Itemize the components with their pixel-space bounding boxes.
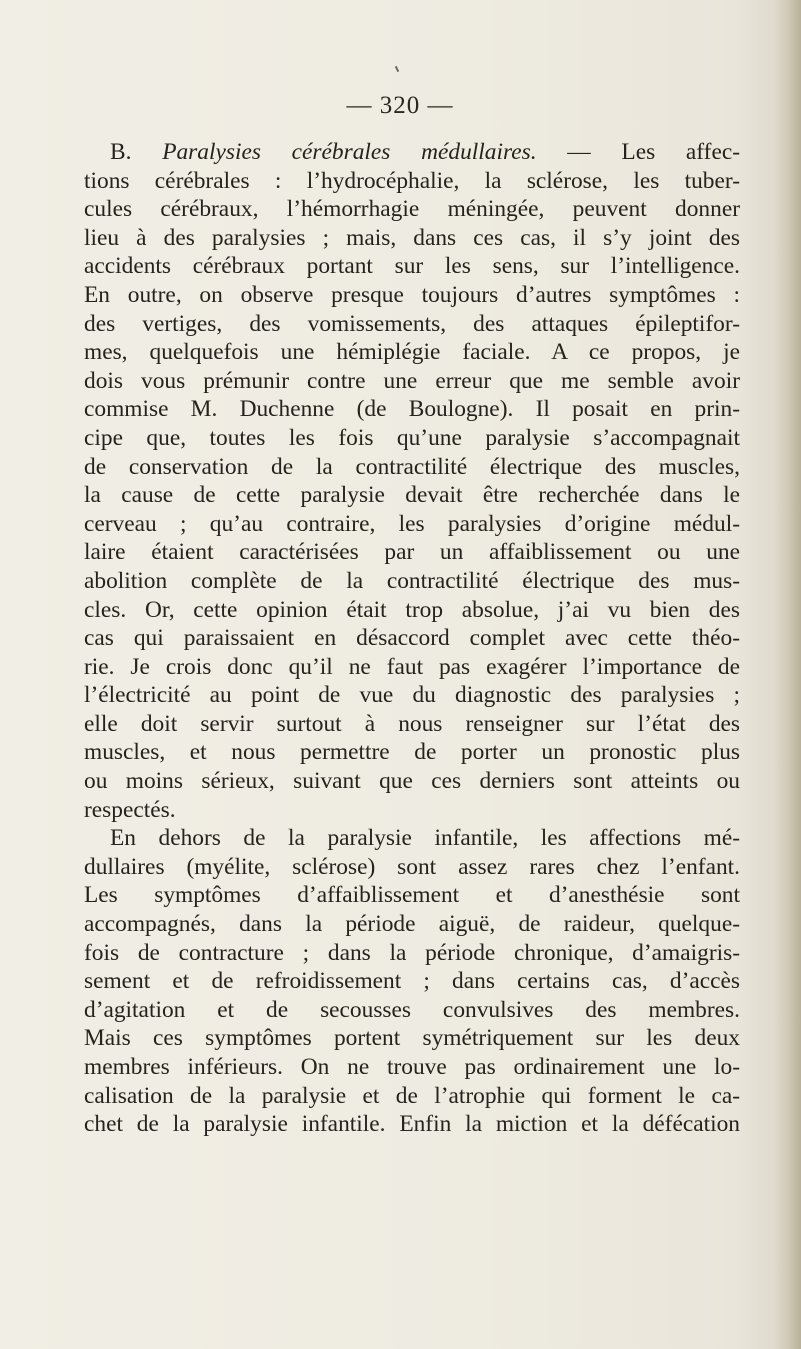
text-line: Mais ces symptômes portent symétriquement sur les deux: [84, 1025, 740, 1052]
text-line: d’agitation et de secousses convulsives des membres.: [84, 996, 740, 1023]
text-line: la cause de cette paralysie devait être recherchée dans le: [84, 482, 740, 509]
text-line: accompagnés, dans la période aiguë, de raideur, quelque-: [84, 911, 740, 938]
text-line: cules cérébraux, l’hémorrhagie méningée, peuvent donner: [84, 196, 740, 223]
text-line: dullaires (myélite, sclérose) sont assez rares chez l’enfant.: [84, 853, 740, 880]
text-line: laire étaient caractérisées par un affaiblissement ou une: [84, 539, 740, 566]
text-line: Les symptômes d’affaiblissement et d’anesthésie sont: [84, 882, 740, 909]
print-speck: [395, 66, 399, 72]
text-line: rie. Je crois donc qu’il ne faut pas exagérer l’importance de: [84, 653, 740, 680]
section-label: B.: [110, 139, 163, 165]
text-line: lieu à des paralysies ; mais, dans ces cas, il s’y joint des: [84, 224, 740, 251]
text-line-paragraph-end: respectés.: [84, 796, 176, 823]
text-line: chet de la paralysie infantile. Enfin la miction et la défécation: [84, 1111, 740, 1138]
body-text: [84, 138, 740, 1139]
text-line: cipe que, toutes les fois qu’une paralysie s’accompagnait: [84, 424, 740, 451]
text-line: membres inférieurs. On ne trouve pas ordinairement une lo-: [84, 1054, 740, 1080]
text-line: abolition complète de la contractilité électrique des mus-: [84, 567, 740, 594]
text-line: fois de contracture ; dans la période chronique, d’amaigris-: [84, 939, 740, 966]
text-line: muscles, et nous permettre de porter un pronostic plus: [84, 739, 740, 766]
text-line: tions cérébrales : l’hydrocéphalie, la sclérose, les tuber-: [84, 167, 740, 194]
text-line: mes, quelquefois une hémiplégie faciale. A ce propos, je: [84, 339, 740, 366]
text-line: calisation de la paralysie et de l’atrophie qui forment le ca-: [84, 1082, 740, 1109]
text-line: ou moins sérieux, suivant que ces derniers sont atteints ou: [84, 768, 740, 795]
text-line: cerveau ; qu’au contraire, les paralysies d’origine médul-: [84, 510, 740, 537]
text-line: cas qui paraissaient en désaccord complet avec cette théo-: [84, 625, 740, 652]
text-line: cles. Or, cette opinion était trop absolue, j’ai vu bien des: [84, 596, 740, 623]
page-number: — 320 —: [346, 92, 454, 119]
text-line: dois vous prémunir contre une erreur que me semble avoir: [84, 367, 740, 394]
text-line: sement et de refroidissement ; dans certains cas, d’accès: [84, 968, 740, 995]
page-edge-shadow: [775, 0, 801, 1349]
text-line: l’électricité au point de vue du diagnostic des paralysies ;: [84, 682, 740, 709]
text-line: commise M. Duchenne (de Boulogne). Il posait en prin-: [84, 396, 740, 423]
section-lead: — Les affec-: [536, 139, 741, 165]
text-line: accidents cérébraux portant sur les sens, sur l’intelligence.: [84, 253, 740, 280]
text-line: En outre, on observe presque toujours d’autres symptômes :: [84, 281, 740, 308]
text-line: elle doit servir surtout à nous renseigner sur l’état des: [84, 710, 740, 737]
text-line-paragraph-start: En dehors de la paralysie infantile, les affections mé-: [110, 825, 740, 852]
text-line: des vertiges, des vomissements, des attaques épileptifor-: [84, 310, 740, 337]
text-line-heading: [84, 138, 740, 167]
section-title: Paralysies cérébrales médullaires.: [162, 139, 537, 165]
text-line: de conservation de la contractilité électrique des muscles,: [84, 453, 740, 480]
